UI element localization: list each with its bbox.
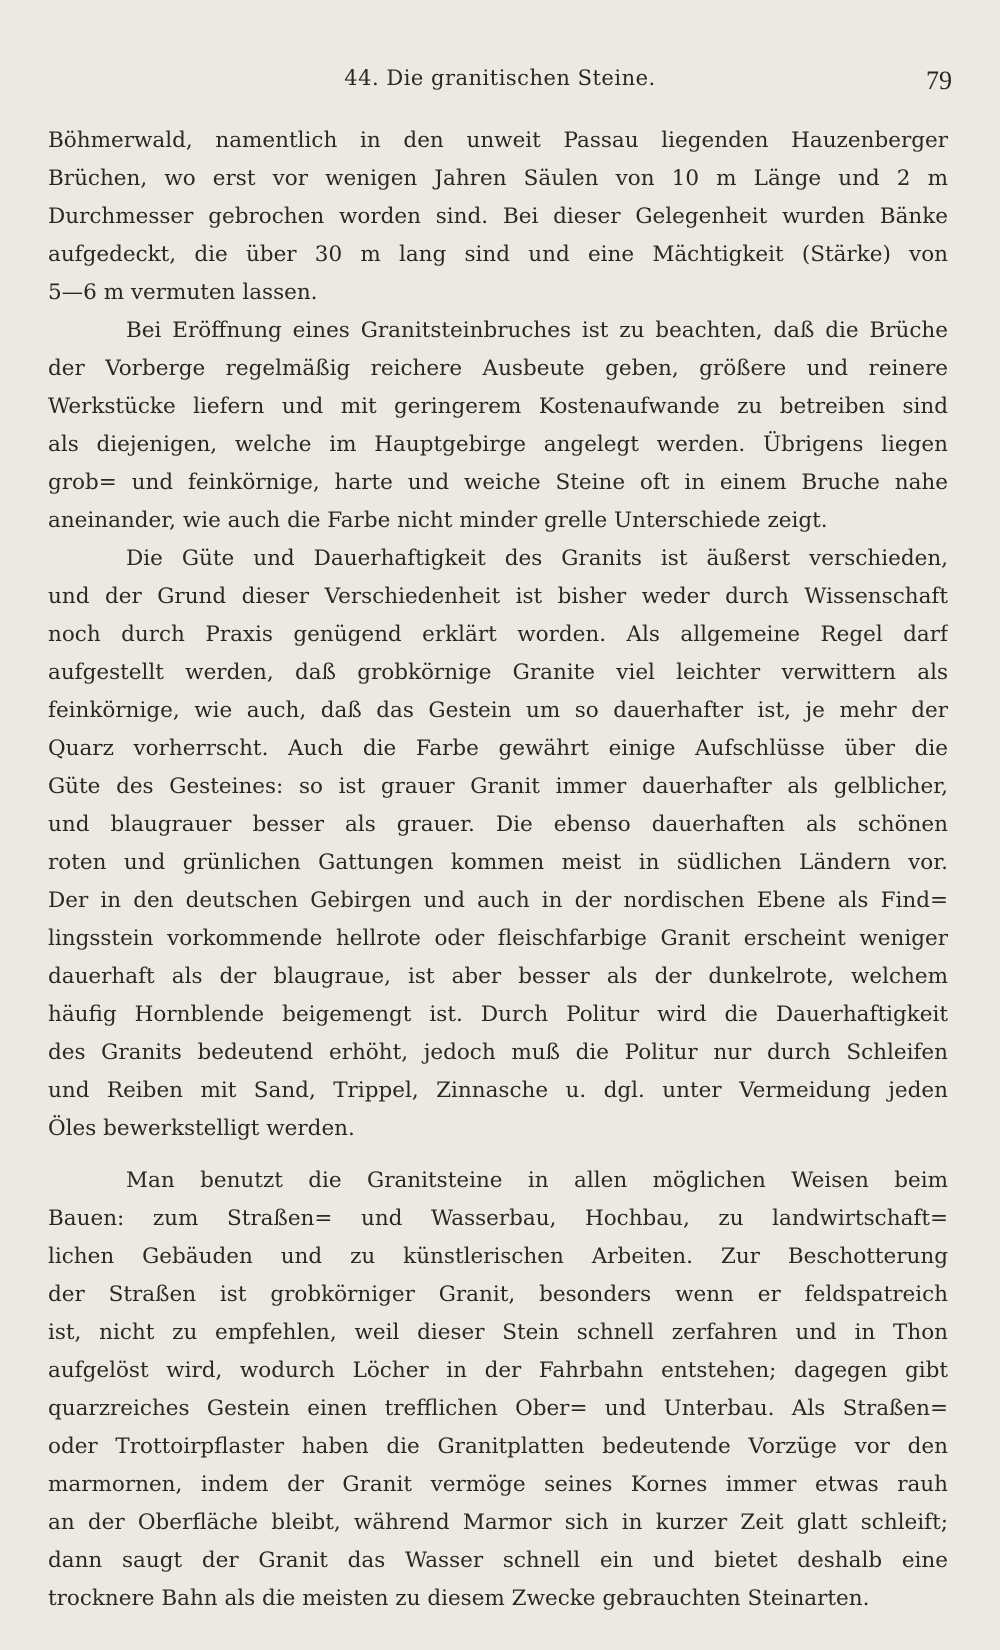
text-line: aufgestellt werden, daß grobkörnige Granite viel leichter verwittern als — [48, 660, 948, 685]
text-line: und blaugrauer besser als grauer. Die ebenso dauerhaften als schönen — [48, 812, 948, 837]
text-line: und Reiben mit Sand, Trippel, Zinnasche u. dgl. unter Vermeidung jeden — [48, 1078, 948, 1103]
text-line: aufgelöst wird, wodurch Löcher in der Fahrbahn entstehen; dagegen gibt — [48, 1358, 948, 1383]
text-line: Böhmerwald, namentlich in den unweit Passau liegenden Hauzenberger — [48, 128, 948, 153]
text-line: feinkörnige, wie auch, daß das Gestein um so dauerhafter ist, je mehr der — [48, 698, 948, 723]
text-line: der Vorberge regelmäßig reichere Ausbeute geben, größere und reinere — [48, 356, 948, 381]
text-line: marmornen, indem der Granit vermöge seines Kornes immer etwas rauh — [48, 1472, 948, 1497]
text-line: der Straßen ist grobkörniger Granit, besonders wenn er feldspatreich — [48, 1282, 948, 1307]
running-title: 44. Die granitischen Steine. — [344, 66, 656, 90]
text-line: grob= und feinkörnige, harte und weiche Steine oft in einem Bruche nahe — [48, 470, 948, 495]
text-line: dann saugt der Granit das Wasser schnell ein und bietet deshalb eine — [48, 1548, 948, 1573]
text-line: ist, nicht zu empfehlen, weil dieser Stein schnell zerfahren und in Thon — [48, 1320, 948, 1345]
text-line: Bauen: zum Straßen= und Wasserbau, Hochbau, zu landwirtschaft= — [48, 1206, 948, 1231]
text-line: Brüchen, wo erst vor wenigen Jahren Säulen von 10 m Länge und 2 m — [48, 166, 948, 191]
text-line: aufgedeckt, die über 30 m lang sind und eine Mächtigkeit (Stärke) von — [48, 242, 948, 267]
text-line: 5—6 m vermuten lassen. — [48, 280, 318, 305]
text-line: als diejenigen, welche im Hauptgebirge angelegt werden. Übrigens liegen — [48, 432, 948, 457]
text-line: des Granits bedeutend erhöht, jedoch muß die Politur nur durch Schleifen — [48, 1040, 948, 1065]
text-line: oder Trottoirpflaster haben die Granitplatten bedeutende Vorzüge vor den — [48, 1434, 948, 1459]
text-line: Man benutzt die Granitsteine in allen möglichen Weisen beim — [126, 1168, 948, 1193]
text-line: Werkstücke liefern und mit geringerem Kostenaufwande zu betreiben sind — [48, 394, 948, 419]
text-line: an der Oberfläche bleibt, während Marmor sich in kurzer Zeit glatt schleift; — [48, 1510, 948, 1535]
text-line: Öles bewerkstelligt werden. — [48, 1116, 355, 1141]
text-line: noch durch Praxis genügend erklärt worden. Als allgemeine Regel darf — [48, 622, 948, 647]
text-line: Durchmesser gebrochen worden sind. Bei dieser Gelegenheit wurden Bänke — [48, 204, 948, 229]
text-line: häufig Hornblende beigemengt ist. Durch Politur wird die Dauerhaftigkeit — [48, 1002, 948, 1027]
text-line: trocknere Bahn als die meisten zu diesem Zwecke gebrauchten Steinarten. — [48, 1586, 870, 1611]
text-line: Quarz vorherrscht. Auch die Farbe gewährt einige Aufschlüsse über die — [48, 736, 948, 761]
text-line: Bei Eröffnung eines Granitsteinbruches ist zu beachten, daß die Brüche — [126, 318, 948, 343]
text-line: Güte des Gesteines: so ist grauer Granit immer dauerhafter als gelblicher, — [48, 774, 948, 799]
text-line: aneinander, wie auch die Farbe nicht minder grelle Unterschiede zeigt. — [48, 508, 828, 533]
text-line: und der Grund dieser Verschiedenheit ist bisher weder durch Wissenschaft — [48, 584, 948, 609]
text-line: lingsstein vorkommende hellrote oder fleischfarbige Granit erscheint weniger — [48, 926, 948, 951]
text-line: roten und grünlichen Gattungen kommen meist in südlichen Ländern vor. — [48, 850, 948, 875]
text-line: Die Güte und Dauerhaftigkeit des Granits ist äußerst verschieden, — [126, 546, 948, 571]
text-line: lichen Gebäuden und zu künstlerischen Arbeiten. Zur Beschotterung — [48, 1244, 948, 1269]
page-number: 79 — [926, 66, 952, 95]
text-line: Der in den deutschen Gebirgen und auch in der nordischen Ebene als Find= — [48, 888, 948, 913]
text-line: quarzreiches Gestein einen trefflichen Ober= und Unterbau. Als Straßen= — [48, 1396, 948, 1421]
body-text — [48, 122, 948, 1618]
page-header — [0, 62, 1000, 102]
text-line: dauerhaft als der blaugraue, ist aber besser als der dunkelrote, welchem — [48, 964, 948, 989]
